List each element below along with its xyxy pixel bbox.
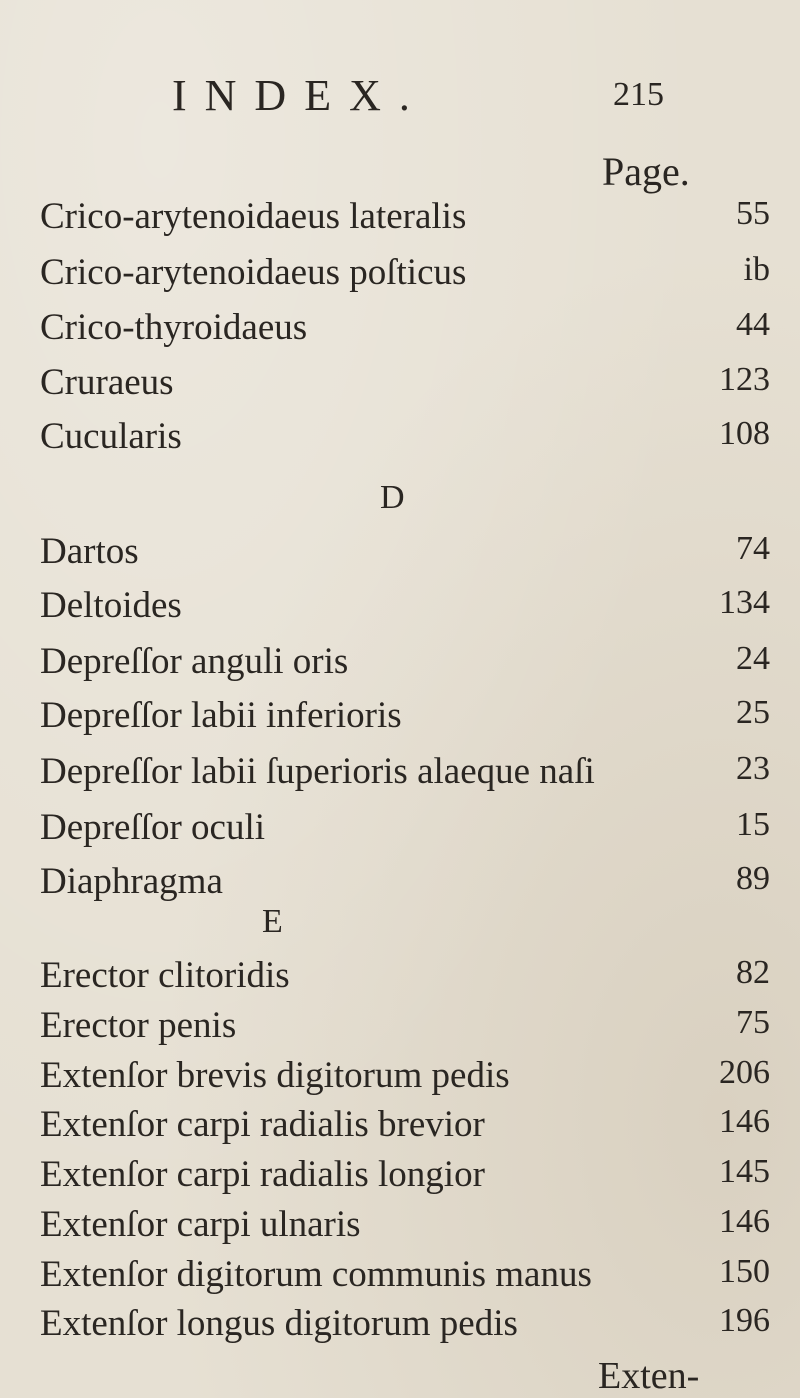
- entry-page: 89: [736, 860, 770, 897]
- entry-page: 75: [736, 1004, 770, 1041]
- entry-page: 146: [719, 1203, 770, 1240]
- index-entry: [40, 584, 770, 634]
- index-entry: [40, 806, 770, 856]
- entry-page: 146: [719, 1103, 770, 1140]
- entry-page: 15: [736, 806, 770, 843]
- index-entry: [40, 415, 770, 465]
- entry-term: Erector clitoridis: [40, 955, 290, 996]
- entry-page: 196: [719, 1302, 770, 1339]
- entry-term: Crico-thyroidaeus: [40, 307, 308, 348]
- entry-page: 206: [719, 1054, 770, 1091]
- index-entry: [40, 361, 770, 411]
- entry-term: Extenſor carpi radialis longior: [40, 1154, 485, 1195]
- entry-term: Dartos: [40, 531, 139, 572]
- entry-term: Cucularis: [40, 416, 182, 457]
- entry-page: 82: [736, 954, 770, 991]
- entry-page: 74: [736, 530, 770, 567]
- index-entry: [40, 640, 770, 690]
- running-header: [0, 70, 800, 130]
- index-entry: [40, 694, 770, 744]
- entry-term: Diaphragma: [40, 861, 223, 902]
- index-entry: [40, 1153, 770, 1203]
- index-entry: [40, 1253, 770, 1303]
- entry-page: 134: [719, 584, 770, 621]
- entry-page: 23: [736, 750, 770, 787]
- section-letter-e: E: [262, 903, 283, 940]
- index-title: INDEX.: [172, 71, 428, 120]
- entry-page: 55: [736, 195, 770, 232]
- entry-term: Cruraeus: [40, 362, 174, 403]
- entry-page: 150: [719, 1253, 770, 1290]
- index-entry: [40, 954, 770, 1004]
- entry-term: Depreſſor oculi: [40, 807, 265, 848]
- entry-term: Depreſſor anguli oris: [40, 641, 349, 682]
- index-entry: [40, 1103, 770, 1153]
- index-entry: [40, 1203, 770, 1253]
- catchword: Exten-: [598, 1355, 700, 1397]
- index-entry: [40, 195, 770, 245]
- index-entry: [40, 1004, 770, 1054]
- index-entry: [40, 530, 770, 580]
- section-letter-d: D: [380, 479, 405, 516]
- entry-page: 25: [736, 694, 770, 731]
- entry-term: Deltoides: [40, 585, 182, 626]
- entry-term: Depreſſor labii ſuperioris alaeque naſi: [40, 751, 595, 792]
- entry-term: Depreſſor labii inferioris: [40, 695, 402, 736]
- index-entry: [40, 306, 770, 356]
- entry-term: Crico-arytenoidaeus poſticus: [40, 252, 467, 293]
- entry-term: Extenſor longus digitorum pedis: [40, 1303, 518, 1344]
- index-entry: [40, 1054, 770, 1104]
- entry-term: Erector penis: [40, 1005, 237, 1046]
- entry-page: ib: [743, 251, 770, 288]
- page-column-label: Page.: [602, 149, 690, 194]
- page-number: 215: [613, 76, 664, 113]
- index-entry: [40, 251, 770, 301]
- entry-term: Extenſor carpi ulnaris: [40, 1204, 361, 1245]
- index-entry: [40, 860, 770, 910]
- entry-term: Crico-arytenoidaeus lateralis: [40, 196, 467, 237]
- entry-page: 145: [719, 1153, 770, 1190]
- entry-page: 123: [719, 361, 770, 398]
- entry-term: Extenſor brevis digitorum pedis: [40, 1055, 510, 1096]
- entry-page: 44: [736, 306, 770, 343]
- index-entry: [40, 750, 770, 800]
- entry-page: 24: [736, 640, 770, 677]
- entry-term: Extenſor carpi radialis brevior: [40, 1104, 485, 1145]
- entry-term: Extenſor digitorum communis manus: [40, 1254, 592, 1295]
- entry-page: 108: [719, 415, 770, 452]
- index-entry: [40, 1302, 770, 1352]
